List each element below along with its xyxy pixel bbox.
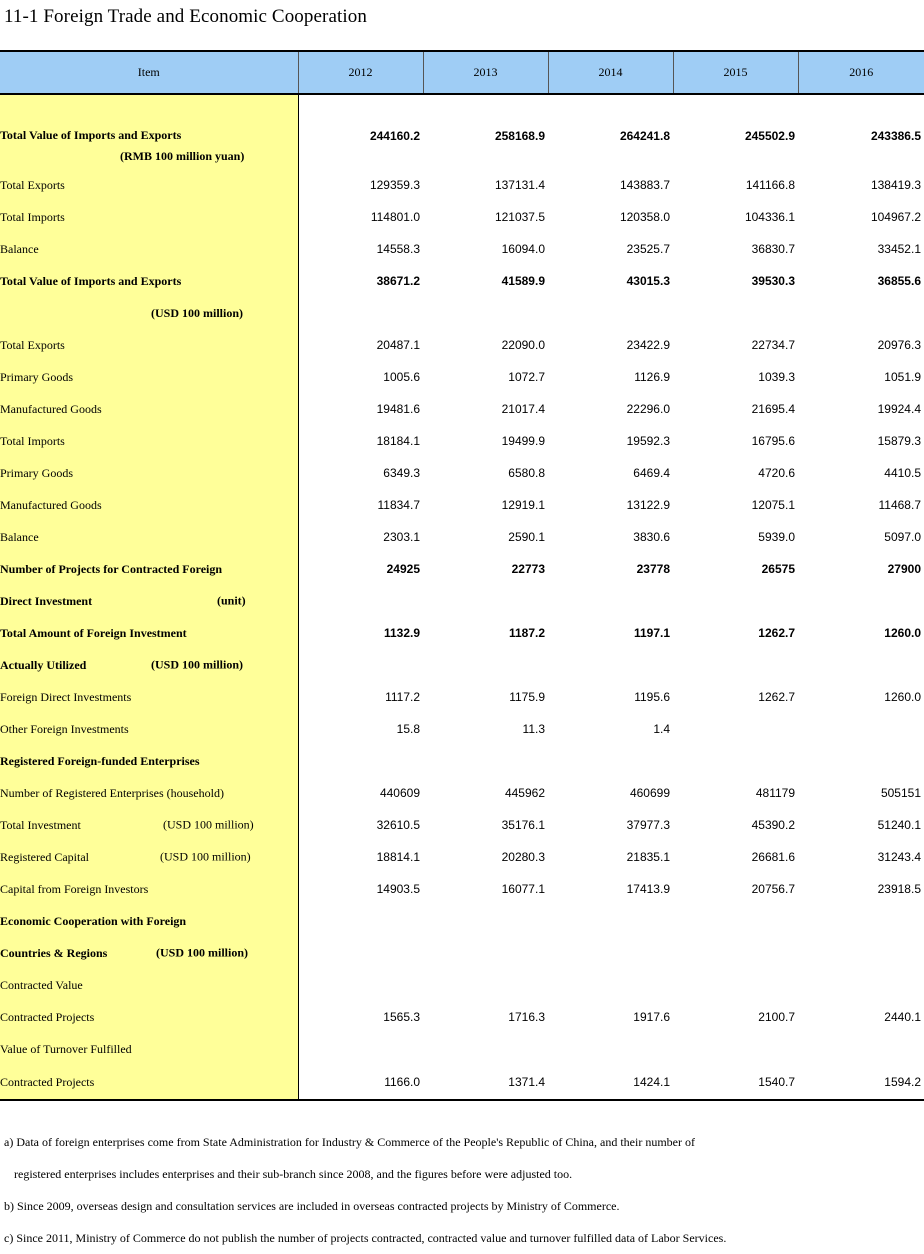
cell-value: 43015.3 [626, 274, 670, 288]
table-row [0, 873, 924, 905]
cell-value: 14558.3 [376, 242, 420, 256]
cell-value: 244160.2 [369, 129, 420, 143]
cell-value: 4410.5 [884, 466, 921, 480]
row-label: Contracted Projects [0, 1001, 298, 1033]
cell-value: 141166.8 [745, 178, 795, 192]
cell-value: 11.3 [522, 722, 545, 736]
cell-value: 1175.9 [509, 690, 545, 704]
table-row [0, 905, 924, 937]
cell-value: 51240.1 [877, 818, 921, 832]
row-label: Registered Capital [0, 849, 89, 864]
cell-value: 23525.7 [626, 242, 670, 256]
row-label: Number of Registered Enterprises (household) [0, 777, 298, 809]
cell-value: 18814.1 [376, 850, 420, 864]
cell-value: 505151 [880, 786, 921, 800]
table-row [0, 745, 924, 777]
header-year: 2012 [298, 51, 423, 94]
row-label: Total Investment [0, 817, 81, 832]
cell-value: 16094.0 [501, 242, 545, 256]
cell-value: 2440.1 [884, 1010, 921, 1024]
cell-value: 11834.7 [377, 498, 420, 512]
cell-value: 41589.9 [501, 274, 545, 288]
cell-value: 18184.1 [376, 434, 420, 448]
cell-value [798, 713, 924, 745]
cell-value: 1262.7 [758, 626, 795, 640]
unit-label: (USD 100 million) [151, 657, 244, 672]
cell-value: 143883.7 [619, 178, 670, 192]
row-label: Total Value of Imports and Exports [0, 107, 298, 149]
table-row [0, 425, 924, 457]
table-row [0, 107, 924, 149]
cell-value: 1260.0 [884, 626, 921, 640]
header-year: 2013 [423, 51, 548, 94]
cell-value: 243386.5 [870, 129, 921, 143]
cell-value: 45390.2 [751, 818, 795, 832]
table-row [0, 393, 924, 425]
table-row [0, 265, 924, 297]
cell-value: 245502.9 [744, 129, 795, 143]
table-row [0, 585, 924, 617]
unit-label: (unit) [217, 593, 246, 608]
row-label: Registered Foreign-funded Enterprises [0, 745, 298, 777]
cell-value: 1005.6 [383, 370, 420, 384]
row-label: Other Foreign Investments [0, 713, 298, 745]
unit-label: (RMB 100 million yuan) [120, 149, 245, 163]
unit-label: (USD 100 million) [163, 817, 254, 832]
cell-value: 39530.3 [751, 274, 795, 288]
cell-value: 1132.9 [383, 626, 420, 640]
cell-value: 3830.6 [633, 530, 670, 544]
cell-value: 26575 [761, 562, 795, 576]
table-row [0, 553, 924, 585]
footnote-b: b) Since 2009, overseas design and consultation services are included in overseas contracted projects by Ministry of Commerce. [4, 1199, 620, 1213]
cell-value: 104967.2 [870, 210, 921, 224]
cell-value: 121037.5 [494, 210, 545, 224]
cell-value: 11468.7 [878, 498, 921, 512]
cell-value: 138419.3 [870, 178, 921, 192]
row-label: Number of Projects for Contracted Foreign [0, 553, 298, 585]
cell-value [673, 713, 798, 745]
cell-value: 1.4 [653, 722, 670, 736]
cell-value: 20976.3 [877, 338, 921, 352]
cell-value: 1594.2 [798, 1065, 924, 1100]
cell-value: 481179 [755, 786, 795, 800]
cell-value: 17413.9 [626, 882, 670, 896]
cell-value: 1051.9 [884, 370, 921, 384]
table-row [0, 233, 924, 265]
cell-value: 445962 [504, 786, 545, 800]
cell-value: 2100.7 [758, 1010, 795, 1024]
header-item: Item [0, 51, 298, 94]
cell-value: 20280.3 [501, 850, 545, 864]
row-label: Total Exports [0, 329, 298, 361]
unit-label: (USD 100 million) [151, 305, 244, 320]
cell-value: 1039.3 [758, 370, 795, 384]
cell-value: 264241.8 [619, 129, 670, 143]
cell-value: 2590.1 [508, 530, 545, 544]
cell-value: 31243.4 [877, 850, 921, 864]
cell-value: 22090.0 [501, 338, 545, 352]
cell-value: 15.8 [396, 722, 420, 736]
row-label: Total Exports [0, 169, 298, 201]
row-label: Primary Goods [0, 361, 298, 393]
cell-value: 137131.4 [494, 178, 545, 192]
table-row [0, 457, 924, 489]
cell-value: 35176.1 [501, 818, 545, 832]
cell-value: 24925 [386, 562, 420, 576]
header-year: 2015 [673, 51, 798, 94]
row-label: Balance [0, 233, 298, 265]
cell-value: 1716.3 [508, 1010, 545, 1024]
cell-value: 15879.3 [877, 434, 921, 448]
cell-value: 26681.6 [751, 850, 795, 864]
row-label: Countries & Regions [0, 945, 108, 960]
table-row [0, 937, 924, 969]
cell-value: 36855.6 [877, 274, 921, 288]
table-row [0, 681, 924, 713]
cell-value: 14903.5 [376, 882, 420, 896]
cell-value: 1371.4 [423, 1065, 548, 1100]
row-label: Total Amount of Foreign Investment [0, 617, 298, 649]
unit-label: (USD 100 million) [160, 849, 251, 864]
cell-value: 21695.4 [751, 402, 795, 416]
cell-value: 32610.5 [376, 818, 420, 832]
cell-value: 23778 [636, 562, 670, 576]
cell-value: 36830.7 [751, 242, 795, 256]
cell-value: 19924.4 [877, 402, 921, 416]
cell-value: 1540.7 [673, 1065, 798, 1100]
table-row [0, 521, 924, 553]
table-row [0, 361, 924, 393]
cell-value: 1126.9 [634, 370, 670, 384]
spacer-row [0, 94, 924, 107]
cell-value: 1117.2 [385, 690, 420, 704]
table-row [0, 297, 924, 329]
cell-value: 27900 [887, 562, 921, 576]
row-label: Foreign Direct Investments [0, 681, 298, 713]
cell-value: 1260.0 [884, 690, 921, 704]
cell-value: 22296.0 [626, 402, 670, 416]
row-label: Total Imports [0, 425, 298, 457]
table-row [0, 169, 924, 201]
table-row [0, 617, 924, 649]
cell-value: 33452.1 [877, 242, 921, 256]
footnote-a: a) Data of foreign enterprises come from State Administration for Industry & Commerce of the People's Republic of China, and their number of [4, 1135, 695, 1149]
table-row [0, 713, 924, 745]
header-year: 2014 [548, 51, 673, 94]
cell-value: 12919.1 [501, 498, 545, 512]
cell-value: 23422.9 [626, 338, 670, 352]
row-label: Total Imports [0, 201, 298, 233]
cell-value: 258168.9 [494, 129, 545, 143]
cell-value: 38671.2 [376, 274, 420, 288]
header-year: 2016 [798, 51, 924, 94]
table-row [0, 1001, 924, 1033]
cell-value: 1917.6 [633, 1010, 670, 1024]
table-row [0, 841, 924, 873]
cell-value: 1195.6 [634, 690, 670, 704]
table-row [0, 201, 924, 233]
cell-value: 37977.3 [626, 818, 670, 832]
row-label: Economic Cooperation with Foreign [0, 905, 298, 937]
cell-value: 22734.7 [751, 338, 795, 352]
cell-value: 1424.1 [548, 1065, 673, 1100]
page-title: 11-1 Foreign Trade and Economic Cooperation [4, 6, 367, 27]
cell-value: 1166.0 [298, 1065, 423, 1100]
cell-value: 6469.4 [633, 466, 670, 480]
footnote-c: c) Since 2011, Ministry of Commerce do not publish the number of projects contracted, contracted value and turnover fulfilled data of Labor Services. [4, 1231, 727, 1245]
row-label: Capital from Foreign Investors [0, 873, 298, 905]
row-label: Manufactured Goods [0, 393, 298, 425]
unit-label: (USD 100 million) [156, 945, 249, 960]
cell-value: 440609 [379, 786, 420, 800]
cell-value: 6349.3 [383, 466, 420, 480]
cell-value: 19481.6 [376, 402, 420, 416]
footnote-a-cont: registered enterprises includes enterprises and their sub-branch since 2008, and the figures before were adjusted too. [14, 1167, 573, 1181]
table-row [0, 1065, 924, 1100]
header-row [0, 51, 924, 94]
cell-value: 1565.3 [383, 1010, 420, 1024]
row-label: Contracted Projects [0, 1065, 298, 1100]
cell-value: 4720.6 [758, 466, 795, 480]
cell-value: 22773 [511, 562, 545, 576]
cell-value: 5097.0 [884, 530, 921, 544]
table-row [0, 329, 924, 361]
row-label: Direct Investment [0, 593, 93, 608]
cell-value: 1187.2 [508, 626, 545, 640]
cell-value: 16795.6 [751, 434, 795, 448]
cell-value: 104336.1 [744, 210, 795, 224]
row-label: Primary Goods [0, 457, 298, 489]
cell-value: 1072.7 [508, 370, 545, 384]
row-label: Actually Utilized [0, 657, 87, 672]
cell-value: 13122.9 [626, 498, 670, 512]
table-row [0, 777, 924, 809]
row-label: Value of Turnover Fulfilled [0, 1033, 298, 1065]
cell-value: 6580.8 [508, 466, 545, 480]
row-label: Balance [0, 521, 298, 553]
cell-value: 5939.0 [758, 530, 795, 544]
data-table [0, 50, 924, 1101]
cell-value: 23918.5 [877, 882, 921, 896]
row-label: Total Value of Imports and Exports [0, 265, 298, 297]
cell-value: 20756.7 [751, 882, 795, 896]
table-row [0, 149, 924, 169]
table-row [0, 489, 924, 521]
cell-value: 1262.7 [758, 690, 795, 704]
cell-value: 460699 [629, 786, 670, 800]
table-row [0, 809, 924, 841]
cell-value: 16077.1 [501, 882, 545, 896]
table-row [0, 969, 924, 1001]
row-label: Contracted Value [0, 969, 298, 1001]
row-label: Manufactured Goods [0, 489, 298, 521]
cell-value: 2303.1 [383, 530, 420, 544]
table-row [0, 1033, 924, 1065]
cell-value: 19499.9 [501, 434, 545, 448]
table-row [0, 649, 924, 681]
cell-value: 129359.3 [369, 178, 420, 192]
cell-value: 21017.4 [501, 402, 545, 416]
cell-value: 20487.1 [376, 338, 420, 352]
cell-value: 19592.3 [626, 434, 670, 448]
cell-value: 114801.0 [370, 210, 420, 224]
footnotes [4, 1126, 726, 1254]
cell-value: 120358.0 [619, 210, 670, 224]
cell-value: 1197.1 [633, 626, 670, 640]
cell-value: 12075.1 [751, 498, 795, 512]
cell-value: 21835.1 [626, 850, 670, 864]
